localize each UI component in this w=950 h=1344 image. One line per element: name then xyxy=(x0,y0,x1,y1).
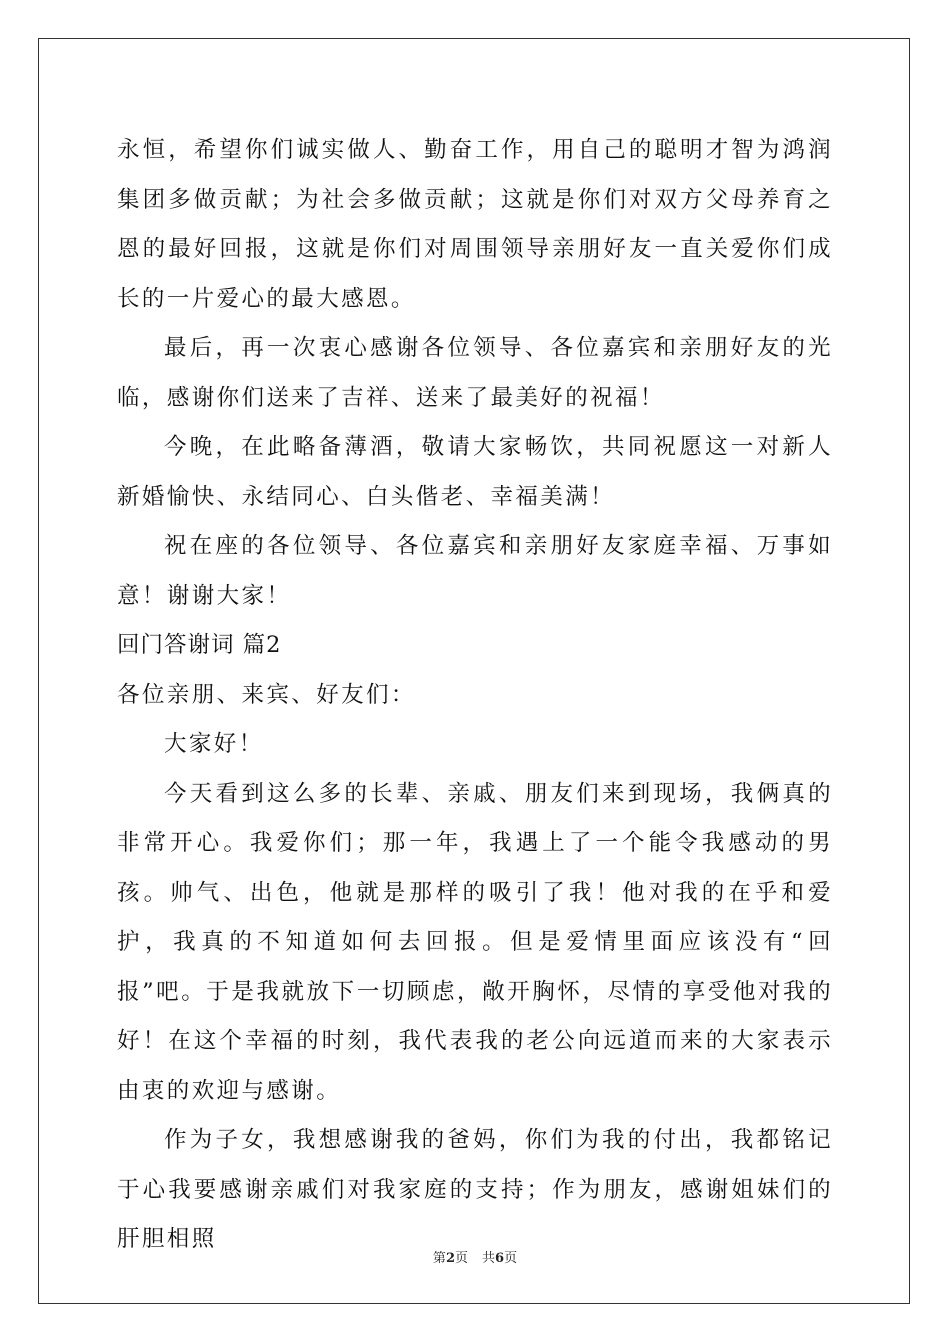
greeting: 大家好！ xyxy=(164,731,264,757)
section-heading: 回门答谢词 篇2 xyxy=(117,632,282,658)
page-current: 2 xyxy=(445,1251,455,1266)
paragraph-thanks: 最后，再一次衷心感谢各位领导、各位嘉宾和亲朋好友的光临，感谢你们送来了吉祥、送来了最美好的祝福！ xyxy=(117,335,833,411)
paragraph-blessing: 祝在座的各位领导、各位嘉宾和亲朋好友家庭幸福、万事如意！谢谢大家！ xyxy=(117,533,833,609)
page-prefix: 第 xyxy=(432,1251,446,1266)
document-body xyxy=(117,126,833,1265)
paragraph-gratitude: 作为子女，我想感谢我的爸妈，你们为我的付出，我都铭记于心我要感谢亲戚们对我家庭的支持；作为朋友，感谢姐妹们的肝胆相照 xyxy=(117,1127,833,1252)
paragraph-toast: 今晚，在此略备薄酒，敬请大家畅饮，共同祝愿这一对新人新婚愉快、永结同心、白头偕老、幸福美满！ xyxy=(117,434,833,510)
paragraph-continuation: 永恒，希望你们诚实做人、勤奋工作，用自己的聪明才智为鸿润集团多做贡献；为社会多做贡献；这就是你们对双方父母养育之恩的最好回报，这就是你们对周围领导亲朋好友一直关爱你们成长的一片爱心的最大感恩。 xyxy=(117,137,833,312)
page-footer xyxy=(0,1247,950,1266)
total-unit: 页 xyxy=(504,1251,518,1266)
salutation: 各位亲朋、来宾、好友们： xyxy=(117,681,416,708)
page-total: 6 xyxy=(495,1251,505,1266)
paragraph-speech-body: 今天看到这么多的长辈、亲戚、朋友们来到现场，我俩真的非常开心。我爱你们；那一年，我遇上了一个能令我感动的男孩。帅气、出色，他就是那样的吸引了我！他对我的在乎和爱护，我真的不知道如何去回报。但是爱情里面应该没有“回报”吧。于是我就放下一切顾虑，敞开胸怀，尽情的享受他对我的好！在这个幸福的时刻，我代表我的老公向远道而来的大家表示由衷的欢迎与感谢。 xyxy=(117,780,833,1104)
page-unit: 页 xyxy=(454,1251,468,1266)
total-prefix: 共 xyxy=(482,1251,496,1266)
